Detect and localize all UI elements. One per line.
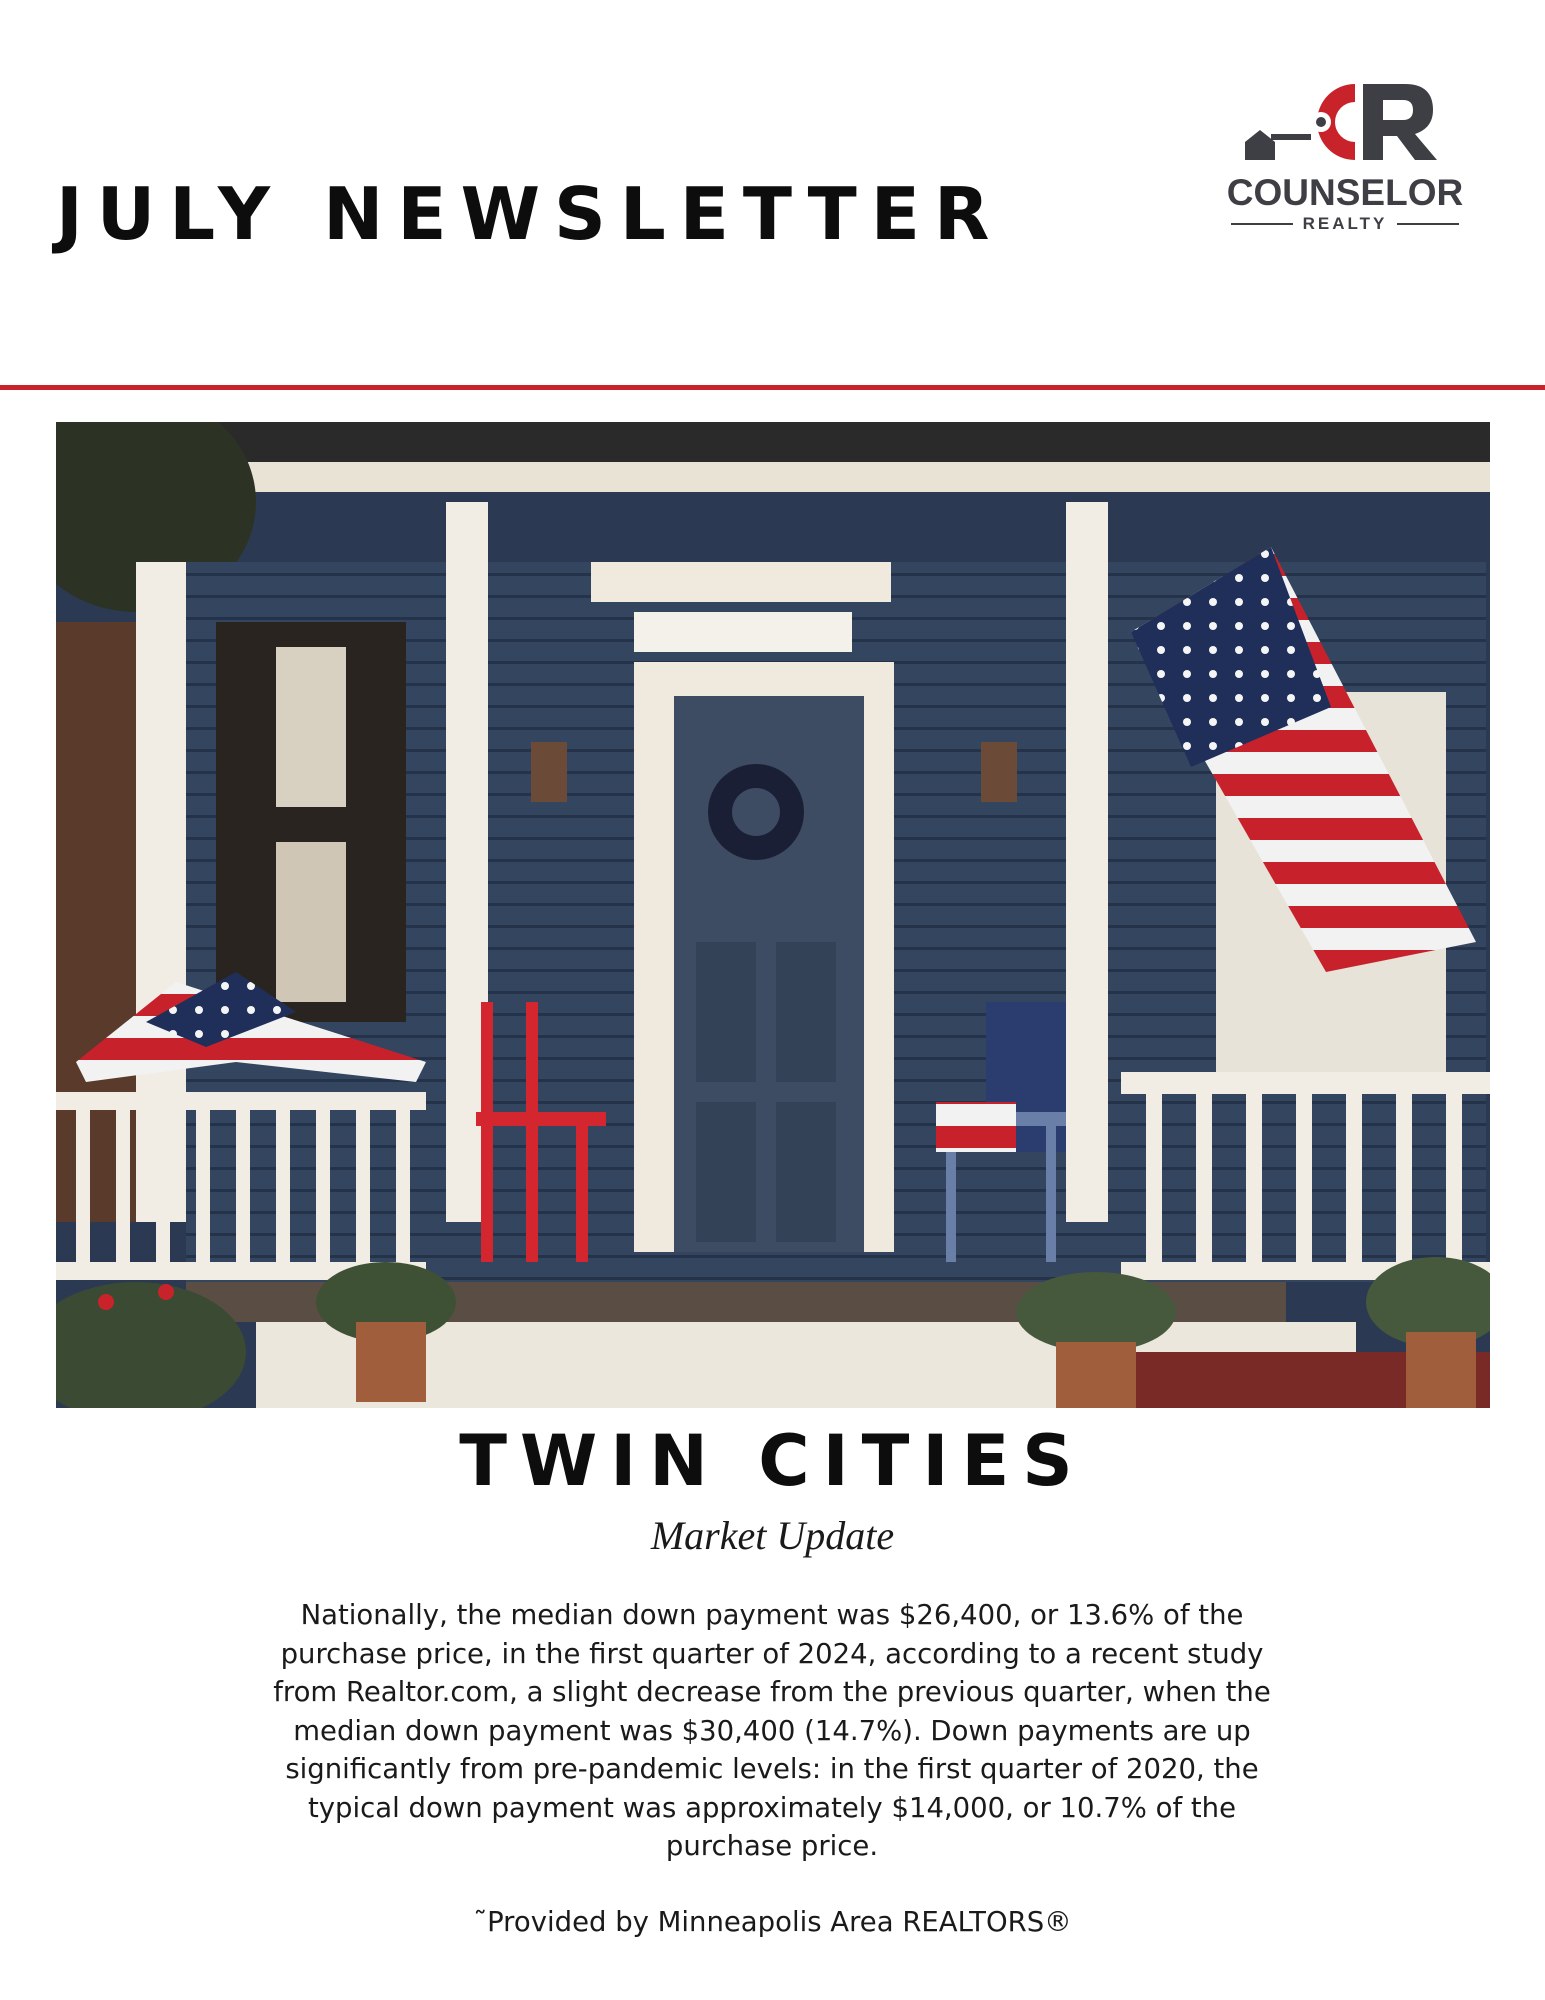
porch-with-american-flags-image xyxy=(56,422,1490,1408)
header-divider xyxy=(0,385,1545,390)
newsletter-title: JULY NEWSLETTER xyxy=(56,172,1004,256)
market-update-paragraph: Nationally, the median down payment was $26,400, or 13.6% of the purchase price, in the first quarter of 2024, according to a recent study from Realtor.com, a slight decrease from the previous quarter, when the median down payment was $30,400 (14.7%). Down payments are up significantly from pre-pandemic levels: in the first quarter of 2020, the typical down payment was approximately $14,000, or 10.7% of the purchase price. xyxy=(273,1599,1271,1862)
logo-name: COUNSELOR xyxy=(1226,172,1464,213)
section-subtitle: Market Update xyxy=(650,1513,895,1558)
logo-tagline: REALTY xyxy=(1302,214,1388,233)
counselor-realty-logo xyxy=(1205,72,1485,232)
hero-porch-image xyxy=(56,422,1490,1408)
section-title: TWIN CITIES xyxy=(459,1420,1086,1502)
source-credit: ˜Provided by Minneapolis Area REALTORS® xyxy=(473,1906,1072,1938)
logo-tagline-row xyxy=(1205,213,1485,235)
logo-rule-left xyxy=(1231,223,1293,225)
logo-rule-right xyxy=(1397,223,1459,225)
logo-monogram-icon xyxy=(1205,72,1485,172)
